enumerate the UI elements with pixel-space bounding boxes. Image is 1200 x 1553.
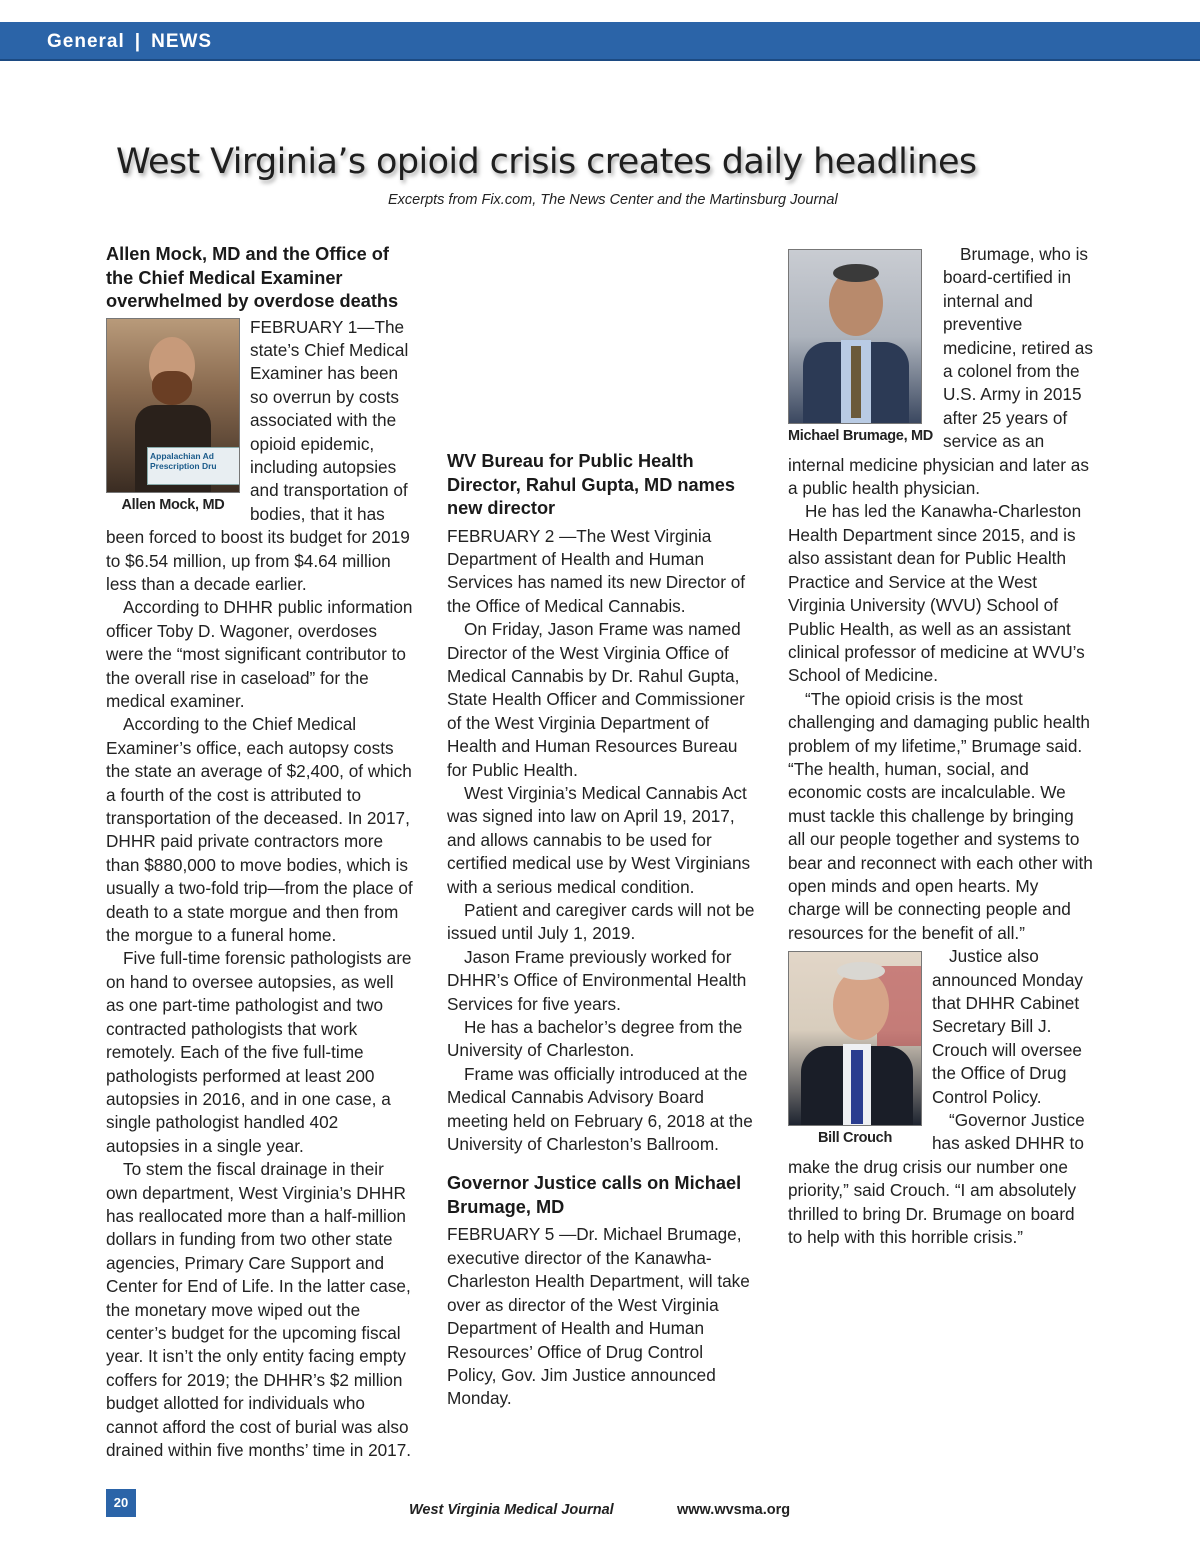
allen-mock-photo — [106, 318, 240, 493]
section-header-bar — [0, 22, 1200, 61]
crouch-figure — [788, 951, 922, 1148]
story1-paragraph: According to DHHR public information officer Toby D. Wagoner, overdoses were the “most significant contributor to the overall rise in caseload” for the medical examiner. — [106, 597, 413, 711]
story2-paragraph: He has a bachelor’s degree from the University of Charleston. — [447, 1017, 743, 1061]
story2-paragraph: FEBRUARY 2 —The West Virginia Department of Health and Human Services has named its new Director of the Office of Medical Cannabis. — [447, 525, 746, 616]
column-3 — [788, 243, 1093, 1249]
subsection-label: NEWS — [151, 31, 213, 52]
story1-paragraph: According to the Chief Medical Examiner’s office, each autopsy costs the state an average of $2,400, of which a fourth of the cost is attributed to transportation of the deceased. In 2017, DHHR paid private contractors more than $880,000 to move bodies, which is usually a two-fold trip—from the place of death to a state morgue and then from the morgue to a funeral home. — [106, 714, 413, 946]
section-label: General — [47, 31, 125, 52]
podium-sign: Appalachian Ad Prescription Dru — [147, 447, 240, 485]
brumage-photo — [788, 249, 922, 424]
breadcrumb-separator: | — [134, 31, 142, 52]
page-subtitle: Excerpts from Fix.com, The News Center and the Martinsburg Journal — [388, 192, 838, 208]
brumage-figure — [788, 249, 933, 446]
column-1 — [106, 243, 416, 1462]
story1-heading: Allen Mock, MD and the Office of the Chief Medical Examiner overwhelmed by overdose deaths — [106, 244, 399, 311]
journal-name: West Virginia Medical Journal — [409, 1502, 614, 1518]
story3-paragraph: “The opioid crisis is the most challenging and damaging public health problem of my lifetime,” Brumage said. “The health, human, social, and economic costs are incalculable. We must tackle this challenge by bringing all our people together and systems to bear and reconnect with each other with open minds and open hearts. My charge will be connecting people and resources for the benefit of all.” — [788, 688, 1093, 943]
allen-mock-figure — [106, 318, 240, 515]
story1-continued-space — [447, 243, 757, 440]
story1-paragraph: Five full-time forensic pathologists are on hand to oversee autopsies, as well as one part-time pathologist and two contracted pathologists that work remotely. Each of the five full-time pathologists performed at least 200 autopsies in 2016, and in one case, a single pathologist handled 402 autopsies in a single year. — [106, 948, 412, 1156]
story2-paragraph: West Virginia’s Medical Cannabis Act was signed into law on April 19, 2017, and allows cannabis to be used for certified medical use by West Virginians with a serious medical condition. — [447, 782, 751, 897]
story3-paragraph: Brumage, who is board-certified in internal and preventive medicine, retired as a colonel from the U.S. Army in 2015 after 25 years of service as an internal medicine physician and later as a public health physician. — [788, 244, 1093, 499]
story2-paragraph: Patient and caregiver cards will not be issued until July 1, 2019. — [447, 900, 755, 944]
crouch-photo — [788, 951, 922, 1126]
website-link[interactable]: www.wvsma.org — [677, 1502, 791, 1518]
story3-heading: Governor Justice calls on Michael Brumage, MD — [447, 1173, 742, 1217]
story3-paragraph: He has led the Kanawha-Charleston Health Department since 2015, and is also assistant dean for Public Health Practice and Service at the West Virginia University (WVU) School of Public Health, as well as an assistant clinical professor of medicine at WVU’s School of Medicine. — [788, 501, 1085, 686]
photo-caption: Bill Crouch — [817, 1130, 893, 1147]
story1-paragraph: FEBRUARY 1—The state’s Chief Medical Examiner has been so overrun by costs associated with the opioid epidemic, including autopsies and transportation of bodies, that it has been forced to boost its budget for 2019 to $6.54 million, up from $4.64 million less than a decade earlier. — [106, 316, 410, 594]
story2-heading: WV Bureau for Public Health Director, Rahul Gupta, MD names new director — [447, 451, 736, 518]
story2-paragraph: Jason Frame previously worked for DHHR’s Office of Environmental Health Services for five years. — [447, 946, 747, 1014]
page-number: 20 — [106, 1489, 136, 1517]
page-title: West Virginia’s opioid crisis creates daily headlines — [116, 142, 977, 182]
story2-paragraph: On Friday, Jason Frame was named Director of the West Virginia Office of Medical Cannabis by Dr. Rahul Gupta, State Health Officer and Commissioner of the West Virginia Department of Health and Human Resources Bureau for Public Health. — [447, 619, 745, 780]
photo-caption: Allen Mock, MD — [121, 496, 225, 513]
column-2 — [447, 243, 757, 1411]
story1-paragraph: To stem the fiscal drainage in their own department, West Virginia’s DHHR has reallocated more than a half-million dollars in funding from two other state agencies, Primary Care Support and Center for End of Life. In the latter case, the monetary move wiped out the center’s budget for the upcoming fiscal year. It isn’t the only entity facing empty coffers for 2019; the DHHR’s $2 million budget allotted for individuals who cannot afford the cost of burial was also drained within five months’ time in 2017. — [106, 1159, 412, 1460]
story3-paragraph: “Governor Justice has asked DHHR to make the drug crisis our number one priority,” said Crouch. “I am absolutely thrilled to bring Dr. Brumage on board to help with this horrible crisis.” — [788, 1110, 1085, 1248]
breadcrumb — [47, 22, 212, 62]
story2-paragraph: Frame was officially introduced at the Medical Cannabis Advisory Board meeting held on February 6, 2018 at the University of Charleston’s Ballroom. — [447, 1063, 753, 1155]
story3-paragraph: FEBRUARY 5 —Dr. Michael Brumage, executive director of the Kanawha-Charleston Health Department, will take over as director of the West Virginia Department of Health and Human Resources’ Office of Drug Control Policy, Gov. Jim Justice announced Monday. — [447, 1224, 750, 1409]
photo-caption: Michael Brumage, MD — [788, 428, 933, 444]
story3-paragraph: Justice also announced Monday that DHHR Cabinet Secretary Bill J. Crouch will oversee the Office of Drug Control Policy. — [932, 946, 1083, 1107]
